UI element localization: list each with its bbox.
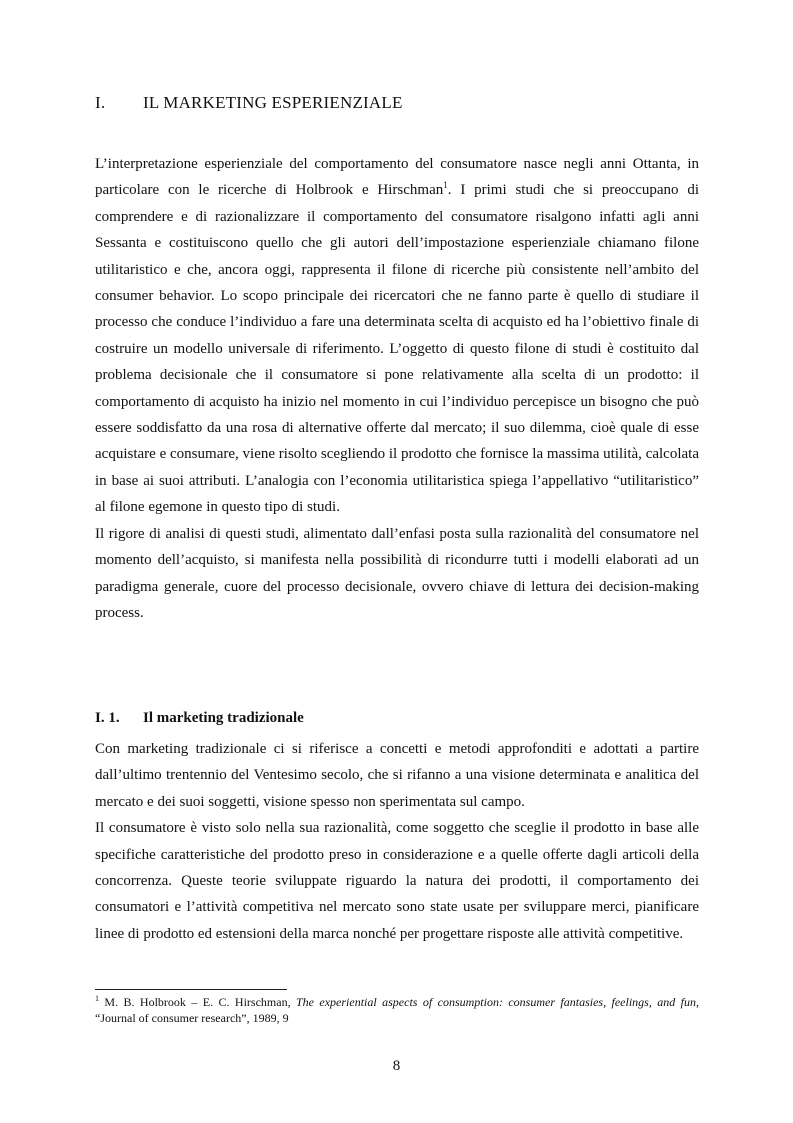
footnote xyxy=(95,994,699,1026)
section-number: I. 1. xyxy=(95,710,120,726)
chapter-title-text: IL MARKETING ESPERIENZIALE xyxy=(143,93,403,112)
footnote-marker: 1 xyxy=(95,994,99,1003)
section-paragraph-2: Il consumatore è visto solo nella sua razionalità, come soggetto che sceglie il prodotto in base alle specifiche caratteristiche del prodotto preso in considerazione e a quelle offerte dagli articoli della concorrenza. Queste teorie sviluppate riguardo la natura dei prodotti, il comportamento dei consumatori e l’attività competitiva nel mercato sono state usate per sviluppare merci, pianificare linee di prodotto ed estensioni della marca nonché per progettare risposte alle attività competitive. xyxy=(95,820,699,942)
intro-paragraph-1 xyxy=(95,151,699,521)
section-paragraph-1: Con marketing tradizionale ci si riferisce a concetti e metodi approfonditi e adottati a partire dall’ultimo trentennio del Ventesimo secolo, che si rifanno a una visione determinata e analitica del mercato e dei suoi soggetti, visione spesso non sperimentata sul campo. xyxy=(95,741,699,810)
chapter-number: I. xyxy=(95,93,106,112)
footnote-work-title: The experiential aspects of consumption: consumer fantasies, feelings, and fun xyxy=(295,995,697,1009)
intro-paragraph-1-end: . I primi studi che si preoccupano di comprendere e di razionalizzare il comportamento del consumatore risalgono infatti agli anni Sessanta e costituiscono quello che gli autori dell’impostazione esperienziale chiamano filone utilitaristico e che, ancora oggi, rappresenta il filone di ricerche più consistente nell’ambito del consumer behavior. Lo scopo principale dei ricercatori che ne fanno parte è quello di studiare il processo che conduce l’individuo a fare una determinata scelta di acquisto ed ha l’obiettivo finale di costruire un modello universale di riferimento. L’oggetto di questo filone di studi è costituito dal problema decisionale che il consumatore si pone relativamente alla scelta di un prodotto: il comportamento di acquisto ha inizio nel momento in cui l’individuo percepisce un bisogno che può essere soddisfatto da una rosa di alternative offerte dal mercato; il suo dilemma, cioè quale di esse acquistare e consumare, viene risolto scegliendo il prodotto che fornisce la massima utilità, calcolata in base ai suoi attributi. L’analogia con l’economia utilitaristica spiega l’appellativo “utilitaristico” al filone egemone in questo tipo di studi. xyxy=(95,182,699,516)
intro-text xyxy=(95,151,699,626)
footnote-divider xyxy=(95,989,287,990)
page-number: 8 xyxy=(392,1058,401,1074)
section-text xyxy=(95,736,699,947)
chapter-title xyxy=(95,93,403,113)
footnote-reference: 1 xyxy=(443,180,448,191)
section-heading xyxy=(95,710,304,727)
intro-paragraph-2: Il rigore di analisi di questi studi, alimentato dall’enfasi posta sulla razionalità del consumatore nel momento dell’acquisto, si manifesta nella possibilità di ricondurre tutti i modelli elaborati ad un paradigma generale, cuore del processo decisionale, ovvero chiave di lettura dei decision-making process. xyxy=(95,525,699,621)
footnote-source: , “Journal of consumer research”, 1989, 9 xyxy=(95,995,700,1025)
intro-paragraph-1-start: L’interpretazione esperienziale del comportamento del consumatore nasce negli anni Ottanta, in particolare con le ricerche di Holbrook e Hirschman xyxy=(95,156,699,199)
footnote-authors: M. B. Holbrook – E. C. Hirschman, xyxy=(99,995,296,1009)
section-title: Il marketing tradizionale xyxy=(143,710,304,726)
